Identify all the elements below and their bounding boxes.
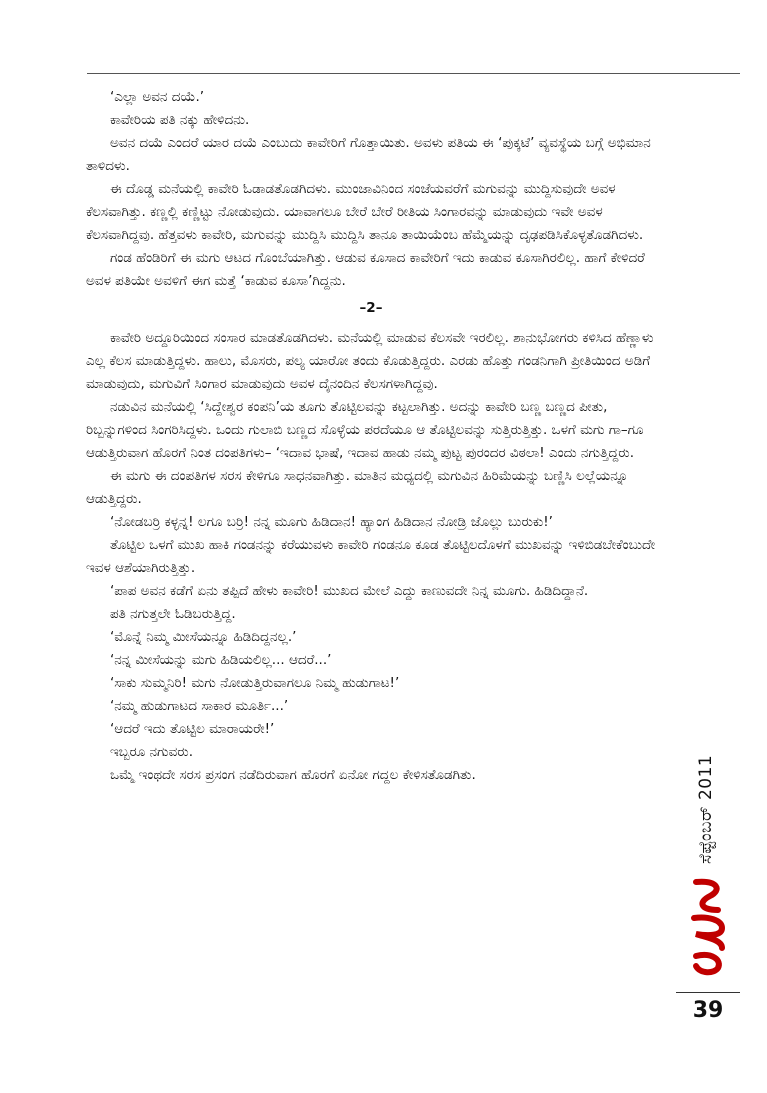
paragraph: ಅವನ ದಯೆ ಎಂದರೆ ಯಾರ ದಯೆ ಎಂಬುದು ಕಾವೇರಿಗೆ ಗೊತ್ತಾಯಿತು. ಅವಳು ಪತಿಯ ಈ ‘ಪುಕ್ಕಟೆ’ ವ್ಯವಸ್ಥೆಯ ಬಗ್ಗೆ ಅಭಿಮಾನ ತಾಳಿದಳು. [86, 135, 651, 174]
magazine-logo-icon [688, 876, 728, 980]
paragraph: ತೊಟ್ಟಿಲ ಒಳಗೆ ಮುಖ ಹಾಕಿ ಗಂಡನನ್ನು ಕರೆಯುವಳು ಕಾವೇರಿ ಗಂಡನೂ ಕೂಡ ತೊಟ್ಟಿಲದೊಳಗೆ ಮುಖವನ್ನು ಇಳಿಬಿಡಬೇಕೆಂಬುದೇ ಇವಳ ಆಶೆಯಾಗಿರುತ್ತಿತ್ತು. [86, 537, 656, 576]
paragraph: ಇಬ್ಬರೂ ನಗುವರು. [110, 744, 193, 760]
paragraph: ಗಂಡ ಹೆಂಡಿರಿಗೆ ಈ ಮಗು ಆಟದ ಗೊಂಬೆಯಾಗಿತ್ತು. ಆಡುವ ಕೂಸಾದ ಕಾವೇರಿಗೆ ಇದು ಕಾಡುವ ಕೂಸಾಗಿರಲಿಲ್ಲ. ಹಾಗೆ ಕೇಳಿದರೆ ಅವಳ ಪತಿಯೇ ಅವಳಿಗೆ ಈಗ ಮತ್ತೆ ‘ಕಾಡುವ ಕೂಸಾ’ಗಿದ್ದನು. [86, 250, 645, 289]
paragraph: ಈ ಮಗು ಈ ದಂಪತಿಗಳ ಸರಸ ಕೇಳಿಗೂ ಸಾಧನವಾಗಿತ್ತು. ಮಾತಿನ ಮಧ್ಯದಲ್ಲಿ ಮಗುವಿನ ಹಿರಿಮೆಯನ್ನು ಬಣ್ಣಿಸಿ ಲಲ್ಲೆಯನ್ನೂ ಆಡುತ್ತಿದ್ದರು. [86, 468, 629, 507]
article-body [86, 86, 656, 787]
paragraph: ‘ಆದರೆ ಇದು ತೊಟ್ಟಿಲ ಮಾರಾಯರೇ!’ [110, 721, 275, 737]
footer-rule [676, 992, 740, 993]
paragraph: ‘ಎಲ್ಲಾ ಅವನ ದಯೆ.’ [110, 89, 205, 105]
paragraph: ‘ನನ್ನ ಮೀಸೆಯನ್ನು ಮಗು ಹಿಡಿಯಲಿಲ್ಲ... ಆದರೆ...’ [110, 652, 332, 668]
top-rule [87, 73, 740, 74]
paragraph: ಕಾವೇರಿಯ ಪತಿ ನಕ್ಕು ಹೇಳಿದನು. [110, 112, 250, 128]
paragraph: ಕಾವೇರಿ ಅದ್ದೂರಿಯಿಂದ ಸಂಸಾರ ಮಾಡತೊಡಗಿದಳು. ಮನೆಯಲ್ಲಿ ಮಾಡುವ ಕೆಲಸವೇ ಇರಲಿಲ್ಲ. ಶಾನುಭೋಗರು ಕಳಿಸಿದ ಹೆಣ್ಣಾಳು ಎಲ್ಲ ಕೆಲಸ ಮಾಡುತ್ತಿದ್ದಳು. ಹಾಲು, ಮೊಸರು, ಪಲ್ಯ ಯಾರೋ ತಂದು ಕೊಡುತ್ತಿದ್ದರು. ಎರಡು ಹೊತ್ತು ಗಂಡನಿಗಾಗಿ ಪ್ರೀತಿಯಿಂದ ಅಡಿಗೆ ಮಾಡುವುದು, ಮಗುವಿಗೆ ಸಿಂಗಾರ ಮಾಡುವುದು ಅವಳ ದೈನಂದಿನ ಕೆಲಸಗಳಾಗಿದ್ದವು. [86, 330, 654, 392]
page-number: 39 [692, 998, 724, 1023]
paragraph: ‘ನಮ್ಮ ಹುಡುಗಾಟದ ಸಾಕಾರ ಮೂರ್ತಿ...’ [110, 698, 289, 714]
issue-date: ಸೆಪ್ಟೆಂಬರ್ 2011 [696, 754, 716, 864]
paragraph: ಪತಿ ನಗುತ್ತಲೇ ಓಡಿಬರುತ್ತಿದ್ದ. [110, 606, 236, 622]
paragraph: ನಡುವಿನ ಮನೆಯಲ್ಲಿ ‘ಸಿದ್ದೇಶ್ವರ ಕಂಪನಿ’ಯ ತೂಗು ತೊಟ್ಟಿಲವನ್ನು ಕಟ್ಟಲಾಗಿತ್ತು. ಅದನ್ನು ಕಾವೇರಿ ಬಣ್ಣ ಬಣ್ಣದ ಪೀತು, ರಿಬ್ಬನ್ನುಗಳಿಂದ ಸಿಂಗರಿಸಿದ್ದಳು. ಒಂದು ಗುಲಾಬಿ ಬಣ್ಣದ ಸೊಳ್ಳೆಯ ಪರದೆಯೂ ಆ ತೊಟ್ಟಿಲವನ್ನು ಸುತ್ತಿರುತ್ತಿತ್ತು. ಒಳಗೆ ಮಗು ಗಾ–ಗೂ ಆಡುತ್ತಿರುವಾಗ ಹೊರಗೆ ನಿಂತ ದಂಪತಿಗಳು– ‘ಇದಾವ ಭಾಷೆ, ಇದಾವ ಹಾಡು ನಮ್ಮ ಪುಟ್ಟ ಪುರಂದರ ವಿಠಲಾ! ಎಂದು ನಗುತ್ತಿದ್ದರು. [86, 399, 644, 461]
magazine-logo [688, 876, 728, 980]
paragraph: ‘ನೋಡಬರ್‍ರಿ ಕಳ್ಳನ್ನ! ಲಗೂ ಬರ್‍ರಿ! ನನ್ನ ಮೂಗು ಹಿಡಿದಾನ! ಹ್ಯಾಂಗ ಹಿಡಿದಾನ ನೋಡ್ರಿ ಜೊಲ್ಲು ಬುರುಕು!’ [110, 514, 553, 530]
paragraph: ‘ಮೊನ್ನೆ ನಿಮ್ಮ ಮೀಸೆಯನ್ನೂ ಹಿಡಿದಿದ್ದನಲ್ಲ.’ [110, 629, 297, 645]
paragraph: ಈ ದೊಡ್ಡ ಮನೆಯಲ್ಲಿ ಕಾವೇರಿ ಓಡಾಡತೊಡಗಿದಳು. ಮುಂಜಾವಿನಿಂದ ಸಂಜೆಯವರೆಗೆ ಮಗುವನ್ನು ಮುದ್ದಿಸುವುದೇ ಅವಳ ಕೆಲಸವಾಗಿತ್ತು. ಕಣ್ಣಲ್ಲಿ ಕಣ್ಣಿಟ್ಟು ನೋಡುವುದು. ಯಾವಾಗಲೂ ಬೇರೆ ಬೇರೆ ರೀತಿಯ ಸಿಂಗಾರವನ್ನು ಮಾಡುವುದು ಇವೇ ಅವಳ ಕೆಲಸವಾಗಿದ್ದವು. ಹೆತ್ತವಳು ಕಾವೇರಿ, ಮಗುವನ್ನು ಮುದ್ದಿಸಿ ಮುದ್ದಿಸಿ ತಾನೂ ತಾಯಿಯೆಂಬ ಹೆಮ್ಮೆಯನ್ನು ದೃಢಪಡಿಸಿಕೊಳ್ಳತೊಡಗಿದಳು. [86, 181, 644, 243]
paragraph: ಒಮ್ಮೆ ಇಂಥದೇ ಸರಸ ಪ್ರಸಂಗ ನಡೆದಿರುವಾಗ ಹೊರಗೆ ಏನೋ ಗದ್ದಲ ಕೇಳಿಸತೊಡಗಿತು. [110, 767, 476, 783]
paragraph: ‘ಸಾಕು ಸುಮ್ಮನಿರಿ! ಮಗು ನೋಡುತ್ತಿರುವಾಗಲೂ ನಿಮ್ಮ ಹುಡುಗಾಟ!’ [110, 675, 400, 691]
section-number: –2– [359, 300, 383, 316]
paragraph: ‘ಪಾಪ ಅವನ ಕಡೆಗೆ ಏನು ತಪ್ಪಿದೆ ಹೇಳು ಕಾವೇರಿ! ಮುಖದ ಮೇಲೆ ಎದ್ದು ಕಾಣುವದೇ ನಿನ್ನ ಮೂಗು. ಹಿಡಿದಿದ್ದಾನೆ. [110, 583, 589, 599]
